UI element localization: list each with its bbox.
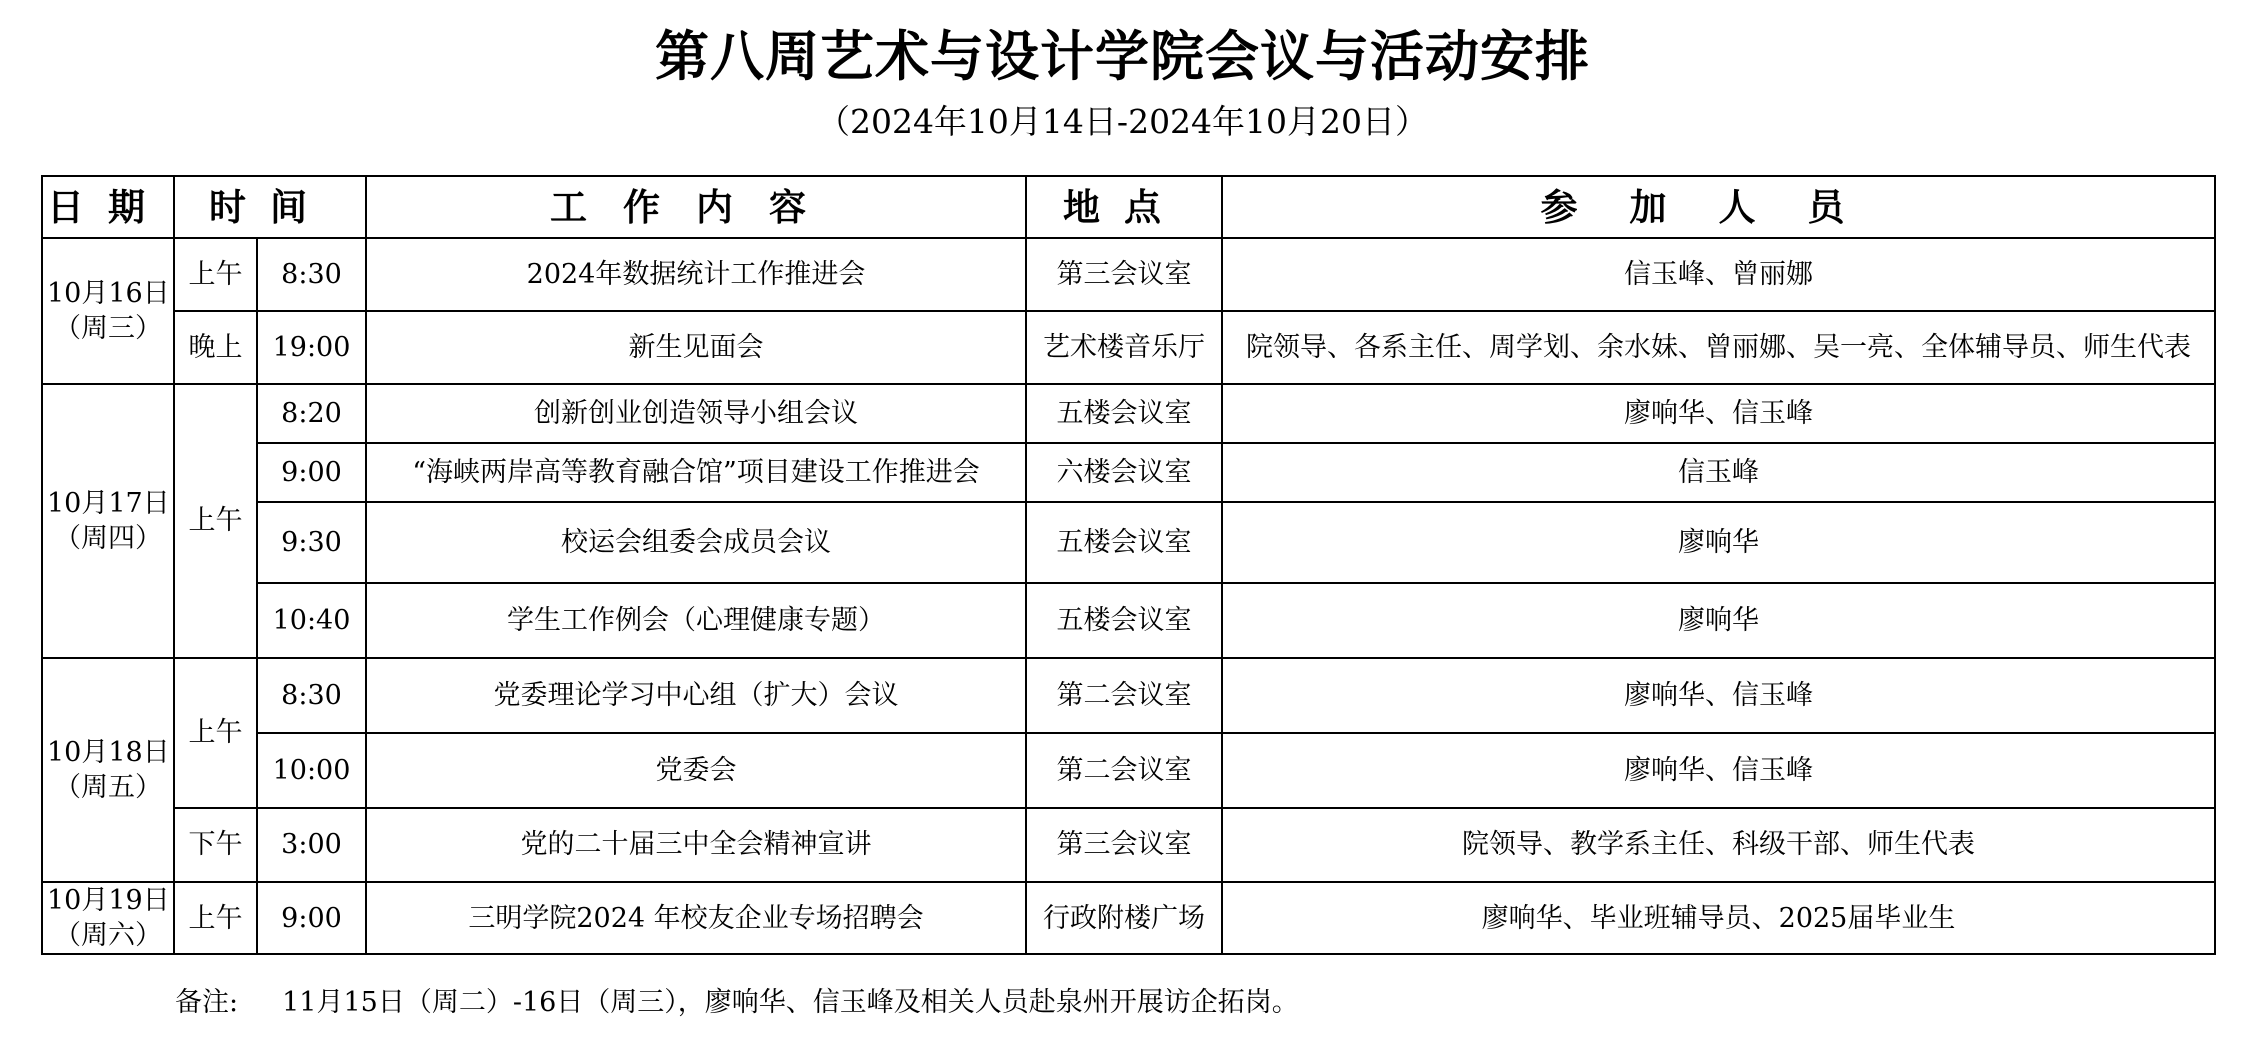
content-cell: 创新创业创造领导小组会议 bbox=[366, 384, 1026, 443]
time-cell: 8:20 bbox=[257, 384, 366, 443]
content-cell: “海峡两岸高等教育融合馆”项目建设工作推进会 bbox=[366, 443, 1026, 502]
content-cell: 党委会 bbox=[366, 733, 1026, 808]
content-cell: 党的二十届三中全会精神宣讲 bbox=[366, 808, 1026, 882]
time-cell: 10:40 bbox=[257, 583, 366, 658]
participants-cell: 廖响华、信玉峰 bbox=[1222, 658, 2215, 733]
time-cell: 8:30 bbox=[257, 658, 366, 733]
table-row bbox=[42, 733, 2215, 808]
table-row bbox=[42, 882, 2215, 954]
table-row bbox=[42, 658, 2215, 733]
table-row bbox=[42, 583, 2215, 658]
content-cell: 党委理论学习中心组（扩大）会议 bbox=[366, 658, 1026, 733]
location-cell: 五楼会议室 bbox=[1026, 384, 1222, 443]
participants-cell: 廖响华 bbox=[1222, 583, 2215, 658]
content-cell: 校运会组委会成员会议 bbox=[366, 502, 1026, 583]
time-cell: 9:00 bbox=[257, 882, 366, 954]
weekday-label: （周三） bbox=[54, 313, 162, 344]
period-cell: 上午 bbox=[174, 658, 257, 808]
weekday-label: （周四） bbox=[54, 523, 162, 554]
participants-cell: 院领导、各系主任、周学划、余水妹、曾丽娜、吴一亮、全体辅导员、师生代表 bbox=[1222, 311, 2215, 384]
location-cell: 六楼会议室 bbox=[1026, 443, 1222, 502]
schedule-table bbox=[41, 175, 2216, 955]
participants-cell: 廖响华、毕业班辅导员、2025届毕业生 bbox=[1222, 882, 2215, 954]
time-cell: 3:00 bbox=[257, 808, 366, 882]
table-row bbox=[42, 443, 2215, 502]
content-cell: 2024年数据统计工作推进会 bbox=[366, 238, 1026, 311]
header-participants: 参加人员 bbox=[1222, 176, 2215, 238]
period-cell: 晚上 bbox=[174, 311, 257, 384]
header-location: 地点 bbox=[1026, 176, 1222, 238]
time-cell: 9:30 bbox=[257, 502, 366, 583]
date-label: 10月18日 bbox=[47, 736, 170, 768]
participants-cell: 信玉峰、曾丽娜 bbox=[1222, 238, 2215, 311]
date-label: 10月16日 bbox=[47, 277, 170, 309]
date-cell bbox=[42, 882, 174, 954]
table-row bbox=[42, 238, 2215, 311]
remark-text: 11月15日（周二）-16日（周三），廖响华、信玉峰及相关人员赴泉州开展访企拓岗。 bbox=[282, 987, 1299, 1018]
participants-cell: 院领导、教学系主任、科级干部、师生代表 bbox=[1222, 808, 2215, 882]
participants-cell: 廖响华 bbox=[1222, 502, 2215, 583]
header-content: 工作内容 bbox=[366, 176, 1026, 238]
location-cell: 第二会议室 bbox=[1026, 733, 1222, 808]
location-cell: 艺术楼音乐厅 bbox=[1026, 311, 1222, 384]
location-cell: 第二会议室 bbox=[1026, 658, 1222, 733]
table-row bbox=[42, 502, 2215, 583]
period-cell: 上午 bbox=[174, 384, 257, 658]
weekday-label: （周六） bbox=[54, 920, 162, 952]
location-cell: 五楼会议室 bbox=[1026, 583, 1222, 658]
time-cell: 8:30 bbox=[257, 238, 366, 311]
date-label: 10月19日 bbox=[47, 885, 170, 916]
content-cell: 三明学院2024 年校友企业专场招聘会 bbox=[366, 882, 1026, 954]
date-cell bbox=[42, 238, 174, 384]
content-cell: 新生见面会 bbox=[366, 311, 1026, 384]
participants-cell: 信玉峰 bbox=[1222, 443, 2215, 502]
period-cell: 下午 bbox=[174, 808, 257, 882]
header-date: 日期 bbox=[42, 176, 174, 238]
table-row bbox=[42, 384, 2215, 443]
location-cell: 五楼会议室 bbox=[1026, 502, 1222, 583]
period-cell: 上午 bbox=[174, 882, 257, 954]
location-cell: 第三会议室 bbox=[1026, 238, 1222, 311]
time-cell: 19:00 bbox=[257, 311, 366, 384]
weekday-label: （周五） bbox=[54, 772, 162, 803]
period-cell: 上午 bbox=[174, 238, 257, 311]
date-cell bbox=[42, 658, 174, 882]
header-time: 时间 bbox=[174, 176, 366, 238]
date-label: 10月17日 bbox=[47, 487, 170, 519]
header-row bbox=[42, 176, 2215, 238]
table-row bbox=[42, 311, 2215, 384]
location-cell: 行政附楼广场 bbox=[1026, 882, 1222, 954]
remark-label: 备注: bbox=[175, 987, 239, 1018]
page-title: 第八周艺术与设计学院会议与活动安排 bbox=[655, 24, 1590, 88]
date-cell bbox=[42, 384, 174, 658]
time-cell: 9:00 bbox=[257, 443, 366, 502]
content-cell: 学生工作例会（心理健康专题） bbox=[366, 583, 1026, 658]
table-row bbox=[42, 808, 2215, 882]
location-cell: 第三会议室 bbox=[1026, 808, 1222, 882]
date-range-subtitle: （2024年10月14日-2024年10月20日） bbox=[816, 102, 1429, 141]
remark bbox=[175, 980, 1299, 1019]
time-cell: 10:00 bbox=[257, 733, 366, 808]
participants-cell: 廖响华、信玉峰 bbox=[1222, 733, 2215, 808]
participants-cell: 廖响华、信玉峰 bbox=[1222, 384, 2215, 443]
